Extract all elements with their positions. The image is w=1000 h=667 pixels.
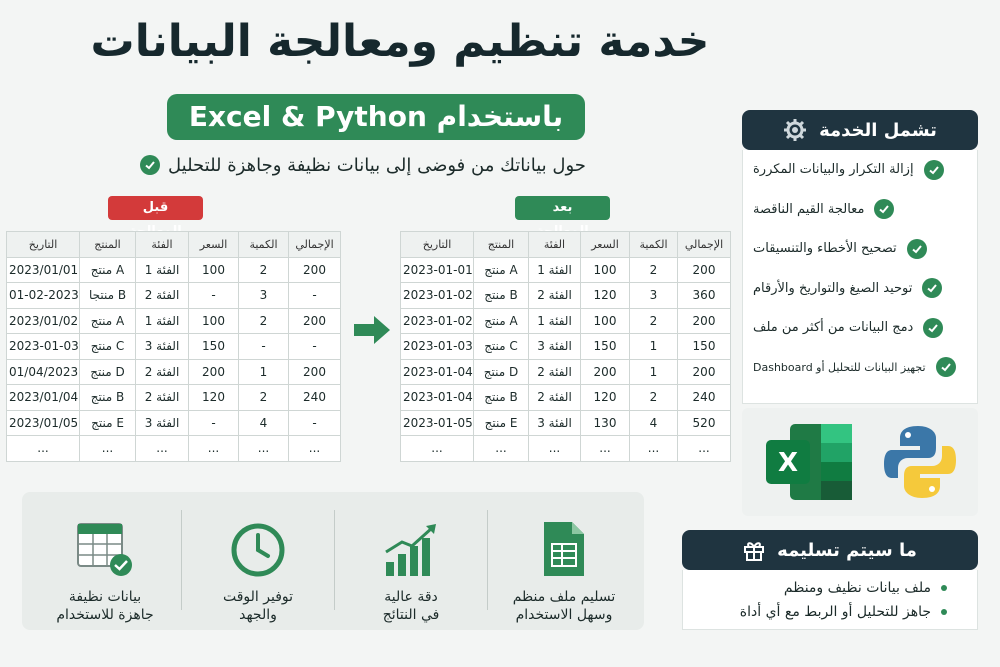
table-cell: 2023-01-05 [401,410,474,436]
table-cell: الفئة 3 [529,334,581,360]
check-icon [874,199,894,219]
table-cell: - [189,283,239,309]
table-cell: 2 [239,257,289,283]
table-cell: 4 [630,410,678,436]
table-cell: منتج B [80,385,136,411]
table-cell: 100 [189,257,239,283]
bullet-icon [941,609,947,615]
table-cell: - [189,410,239,436]
header-product: المنتج [80,232,136,258]
table-row [7,436,341,462]
table-cell: ... [581,436,630,462]
table-row [7,334,341,360]
table-cell: 200 [678,359,731,385]
table-cell: منتج C [80,334,136,360]
table-row [401,283,731,309]
table-row [7,359,341,385]
table-row [7,385,341,411]
table-cell: ... [80,436,136,462]
table-cell: 01/04/2023 [7,359,80,385]
page-title: خدمة تنظيم ومعالجة البيانات [90,16,710,67]
table-cell: 2 [239,385,289,411]
table-row [7,257,341,283]
table-row [401,385,731,411]
header-total: الإجمالي [289,232,341,258]
table-cell: 2023-01-03 [7,334,80,360]
table-cell: ... [189,436,239,462]
service-item-label: إزالة التكرار والبيانات المكررة [753,162,914,178]
feature-delivery [489,492,639,630]
divider [181,510,182,610]
table-cell: الفئة 2 [136,385,189,411]
table-cell: ... [678,436,731,462]
table-cell: الفئة 2 [529,359,581,385]
table-cell: 4 [239,410,289,436]
table-row [401,410,731,436]
table-cell: الفئة 1 [136,308,189,334]
table-cell: 01-02-2023 [7,283,80,309]
feature-line1: بيانات نظيفة [68,589,142,605]
feature-save-time [183,492,333,630]
table-cell: منتج A [474,308,529,334]
logos-canvas [742,408,978,516]
features-panel [22,492,644,630]
table-cell: - [289,283,341,309]
table-cell: 2023-01-04 [401,359,474,385]
python-logo-icon [884,426,956,498]
service-heading [742,110,978,150]
table-cell: 2023/01/04 [7,385,80,411]
deliverables-heading [682,530,978,570]
table-cell: الفئة 2 [529,385,581,411]
table-cell: منتج D [474,359,529,385]
header-date: التاريخ [7,232,80,258]
table-cell: 2023-01-03 [401,334,474,360]
header-category: الفئة [529,232,581,258]
feature-line1: دقة عالية [384,589,438,605]
header-price: السعر [189,232,239,258]
table-cell: الفئة 2 [136,359,189,385]
tagline [140,152,620,178]
service-item [743,229,977,269]
table-row [7,410,341,436]
table-cell: 200 [289,308,341,334]
after-label: بعد [515,196,610,220]
header-date: التاريخ [401,232,474,258]
table-cell: 100 [581,308,630,334]
check-icon [922,278,942,298]
table-cell: 200 [678,257,731,283]
table-header-row [7,232,341,258]
table-check-icon [76,522,134,578]
before-label: قبل [108,196,203,220]
header-price: السعر [581,232,630,258]
check-icon [924,160,944,180]
table-cell: الفئة 1 [529,308,581,334]
table-cell: منتج B [474,283,529,309]
excel-logo-icon [766,424,852,500]
table-cell: الفئة 1 [529,257,581,283]
feature-line2: في النتائج [382,607,440,623]
table-cell: 3 [239,283,289,309]
table-cell: 200 [189,359,239,385]
table-cell: ... [289,436,341,462]
check-icon [140,155,160,175]
table-row [401,308,731,334]
table-row [7,283,341,309]
bullet-icon [941,585,947,591]
table-cell: ... [474,436,529,462]
table-cell: 1 [630,359,678,385]
before-table [6,231,341,462]
list-item [683,600,977,624]
table-cell: 2023-01-02 [401,308,474,334]
table-cell: الفئة 3 [136,334,189,360]
table-cell: 2 [630,308,678,334]
clock-icon [230,522,286,578]
gear-icon [783,118,807,142]
header-total: الإجمالي [678,232,731,258]
subtitle-pill: باستخدام Excel & Python [167,94,585,140]
table-cell: 1 [239,359,289,385]
table-row [401,436,731,462]
table-cell: منتج C [474,334,529,360]
table-header-row [401,232,731,258]
feature-line1: تسليم ملف منظم [512,589,616,605]
service-item-label: توحيد الصيغ والتواريخ والأرقام [753,280,913,296]
table-cell: منتجا B [80,283,136,309]
table-cell: 520 [678,410,731,436]
table-cell: منتج D [80,359,136,385]
table-cell: 2 [630,257,678,283]
table-cell: 200 [289,359,341,385]
table-cell: ... [529,436,581,462]
service-heading-text: تشمل الخدمة [819,119,937,141]
service-list [742,150,978,404]
table-cell: 150 [678,334,731,360]
deliverable-label: ملف بيانات نظيف ومنظم [783,580,931,596]
after-table [400,231,731,462]
deliverables-heading-text: ما سيتم تسليمه [777,539,917,561]
table-row [401,257,731,283]
feature-line2: وسهل الاستخدام [515,607,613,623]
tool-logos [742,408,978,516]
table-cell: 240 [289,385,341,411]
table-cell: 2023-01-01 [401,257,474,283]
tagline-text: حول بياناتك من فوضى إلى بيانات نظيفة وجاهزة للتحليل [168,154,586,176]
table-cell: 2023/01/02 [7,308,80,334]
service-item-label: تجهيز البيانات للتحليل أو Dashboard [753,360,926,374]
table-cell: منتج A [80,308,136,334]
gift-icon [743,539,765,561]
table-cell: منتج B [474,385,529,411]
feature-line1: توفير الوقت [222,589,294,605]
table-cell: الفئة 2 [529,283,581,309]
table-cell: منتج E [474,410,529,436]
arrow-right-icon [352,314,392,346]
feature-accuracy [336,492,486,630]
deliverable-label: جاهز للتحليل أو الربط مع أي أداة [739,604,931,620]
table-cell: الفئة 1 [136,257,189,283]
service-item [743,190,977,230]
table-row [7,308,341,334]
divider [334,510,335,610]
service-item-label: تصحيح الأخطاء والتنسيقات [753,241,897,257]
table-row [401,359,731,385]
table-cell: 240 [678,385,731,411]
table-cell: ... [7,436,80,462]
table-cell: 150 [581,334,630,360]
list-item [683,576,977,600]
service-item [743,269,977,309]
table-cell: الفئة 2 [136,283,189,309]
check-icon [907,239,927,259]
table-cell: 200 [289,257,341,283]
header-product: المنتج [474,232,529,258]
table-cell: منتج A [80,257,136,283]
service-item-label: معالجة القيم الناقصة [753,201,865,217]
table-cell: 200 [581,359,630,385]
service-item-label: دمج البيانات من أكثر من ملف [753,320,914,336]
service-item [743,348,977,388]
table-cell: 120 [189,385,239,411]
header-quantity: الكمية [630,232,678,258]
table-cell: 2023-01-04 [401,385,474,411]
excel-letter: X [777,448,799,478]
table-cell: 120 [581,283,630,309]
table-cell: منتج A [474,257,529,283]
check-icon [936,357,956,377]
feature-line2: جاهزة للاستخدام [56,607,154,623]
table-cell: ... [136,436,189,462]
spreadsheet-file-icon [542,520,586,578]
check-icon [923,318,943,338]
table-cell: 150 [189,334,239,360]
table-cell: 2 [630,385,678,411]
table-cell: 2023-01-02 [401,283,474,309]
service-item [743,150,977,190]
table-cell: - [289,334,341,360]
table-cell: الفئة 3 [136,410,189,436]
table-cell: منتج E [80,410,136,436]
table-cell: 120 [581,385,630,411]
table-cell: الفئة 3 [529,410,581,436]
divider [487,510,488,610]
table-row [401,334,731,360]
table-cell: 2023/01/01 [7,257,80,283]
table-cell: 130 [581,410,630,436]
deliverables-list [682,570,978,630]
growth-chart-icon [382,522,440,578]
table-cell: 100 [189,308,239,334]
table-cell: ... [239,436,289,462]
table-cell: 2023/01/05 [7,410,80,436]
feature-clean-data [30,492,180,630]
table-cell: ... [630,436,678,462]
table-cell: - [289,410,341,436]
header-quantity: الكمية [239,232,289,258]
table-cell: ... [401,436,474,462]
header-category: الفئة [136,232,189,258]
table-cell: 200 [678,308,731,334]
feature-line2: والجهد [239,607,277,623]
table-cell: 100 [581,257,630,283]
table-cell: 1 [630,334,678,360]
table-cell: 2 [239,308,289,334]
table-cell: 360 [678,283,731,309]
service-item [743,308,977,348]
table-cell: 3 [630,283,678,309]
table-cell: - [239,334,289,360]
